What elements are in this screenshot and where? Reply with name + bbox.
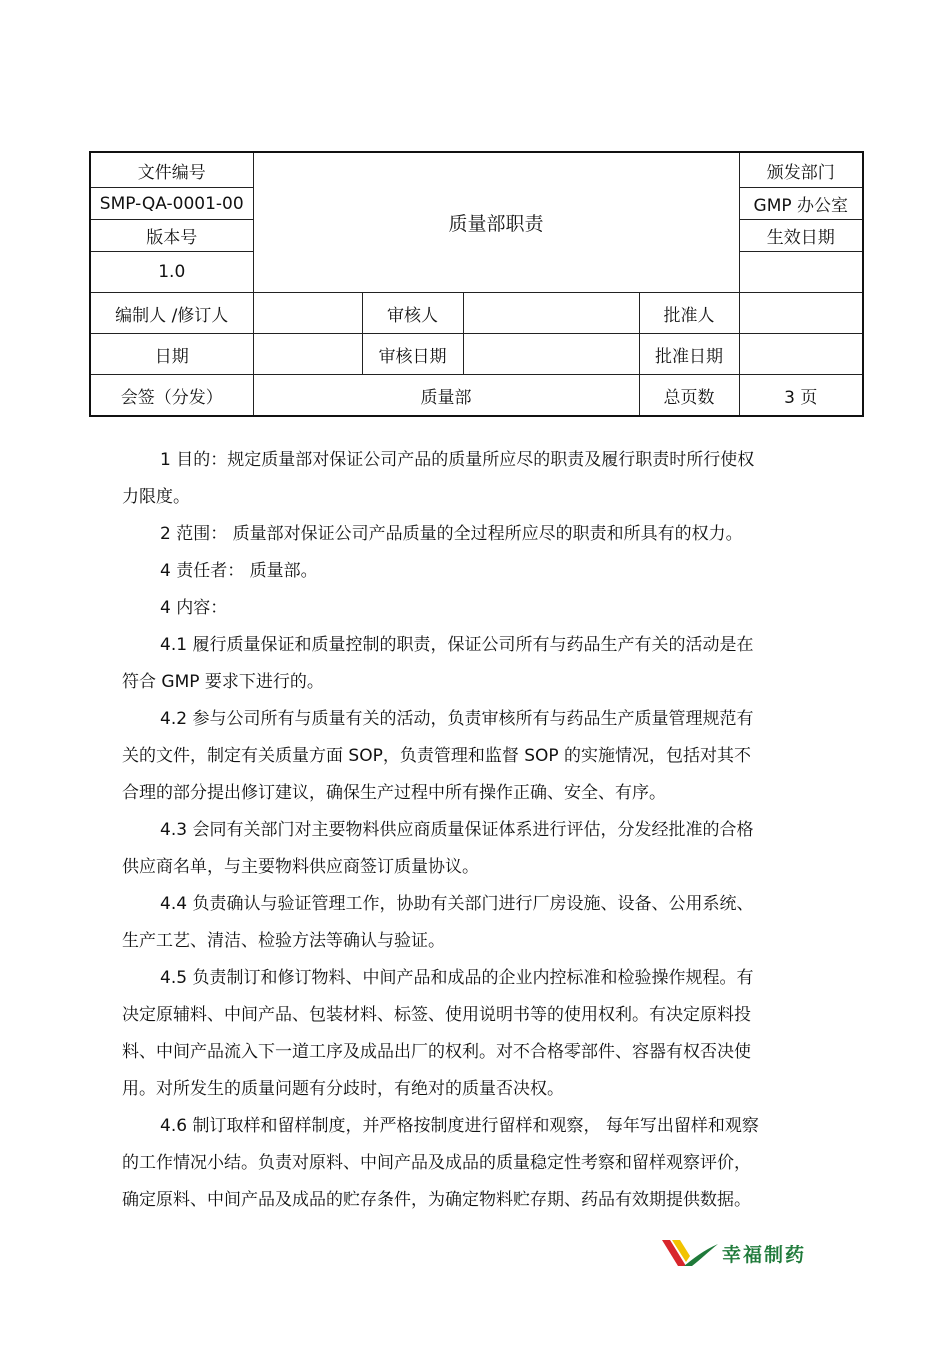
item-4-1-cont: 符合 GMP 要求下进行的。 <box>122 672 324 692</box>
issue-dept-value: GMP 办公室 <box>739 188 863 220</box>
item-4-2-cont: 合理的部分提出修订建议，确保生产过程中所有操作正确、安全、有序。 <box>122 783 666 803</box>
reviewer-value <box>463 293 639 334</box>
total-pages-label: 总页数 <box>639 375 739 417</box>
approve-date-value <box>739 334 863 375</box>
item-4-5-cont: 料、中间产品流入下一道工序及成品出厂的权利。对不合格零部件、容器有权否决使 <box>122 1042 751 1062</box>
company-logo-text: 幸福制药 <box>722 1243 807 1266</box>
countersign-label: 会签（分发） <box>90 375 253 417</box>
content-heading: 4 内容： <box>160 598 228 618</box>
doc-no-label: 文件编号 <box>90 152 253 188</box>
effective-date-label: 生效日期 <box>739 220 863 252</box>
document-title: 质量部职责 <box>253 152 739 293</box>
approver-value <box>739 293 863 334</box>
doc-no-value: SMP-QA-0001-00 <box>90 188 253 220</box>
item-4-3-cont: 供应商名单，与主要物料供应商签订质量协议。 <box>122 857 479 877</box>
review-date-label: 审核日期 <box>362 334 463 375</box>
item-4-2: 4.2 参与公司所有与质量有关的活动，负责审核所有与药品生产质量管理规范有 <box>160 709 754 729</box>
total-pages-value: 3 页 <box>739 375 863 417</box>
scope-paragraph: 2 范围： 质量部对保证公司产品质量的全过程所应尽的职责和所具有的权力。 <box>160 524 743 544</box>
purpose-paragraph: 1 目的：规定质量部对保证公司产品的质量所应尽的职责及履行职责时所行使权 <box>160 450 755 470</box>
purpose-paragraph-cont: 力限度。 <box>122 487 190 507</box>
company-logo-icon <box>660 1236 720 1270</box>
document-header-table <box>89 151 864 417</box>
item-4-6-cont: 确定原料、中间产品及成品的贮存条件，为确定物料贮存期、药品有效期提供数据。 <box>122 1190 751 1210</box>
item-4-6-cont: 的工作情况小结。负责对原料、中间产品及成品的质量稳定性考察和留样观察评价， <box>122 1153 751 1173</box>
approve-date-label: 批准日期 <box>639 334 739 375</box>
item-4-4-cont: 生产工艺、清洁、检验方法等确认与验证。 <box>122 931 445 951</box>
approver-label: 批准人 <box>639 293 739 334</box>
responsible-paragraph: 4 责任者： 质量部。 <box>160 561 318 581</box>
item-4-3: 4.3 会同有关部门对主要物料供应商质量保证体系进行评估，分发经批准的合格 <box>160 820 754 840</box>
date-label: 日期 <box>90 334 253 375</box>
version-value: 1.0 <box>90 252 253 293</box>
editor-label: 编制人 /修订人 <box>90 293 253 334</box>
editor-value <box>253 293 362 334</box>
document-body <box>122 442 822 1219</box>
item-4-2-cont: 关的文件，制定有关质量方面 SOP，负责管理和监督 SOP 的实施情况，包括对其不 <box>122 746 752 766</box>
countersign-value: 质量部 <box>253 375 639 417</box>
company-logo <box>660 1235 810 1271</box>
item-4-4: 4.4 负责确认与验证管理工作，协助有关部门进行厂房设施、设备、公用系统、 <box>160 894 754 914</box>
reviewer-label: 审核人 <box>362 293 463 334</box>
item-4-5: 4.5 负责制订和修订物料、中间产品和成品的企业内控标准和检验操作规程。有 <box>160 968 754 988</box>
item-4-5-cont: 用。对所发生的质量问题有分歧时，有绝对的质量否决权。 <box>122 1079 564 1099</box>
review-date-value <box>463 334 639 375</box>
item-4-6: 4.6 制订取样和留样制度，并严格按制度进行留样和观察， 每年写出留样和观察 <box>160 1116 759 1136</box>
issue-dept-label: 颁发部门 <box>739 152 863 188</box>
item-4-5-cont: 决定原辅料、中间产品、包装材料、标签、使用说明书等的使用权利。有决定原料投 <box>122 1005 751 1025</box>
version-label: 版本号 <box>90 220 253 252</box>
date-value <box>253 334 362 375</box>
item-4-1: 4.1 履行质量保证和质量控制的职责，保证公司所有与药品生产有关的活动是在 <box>160 635 754 655</box>
effective-date-value <box>739 252 863 293</box>
